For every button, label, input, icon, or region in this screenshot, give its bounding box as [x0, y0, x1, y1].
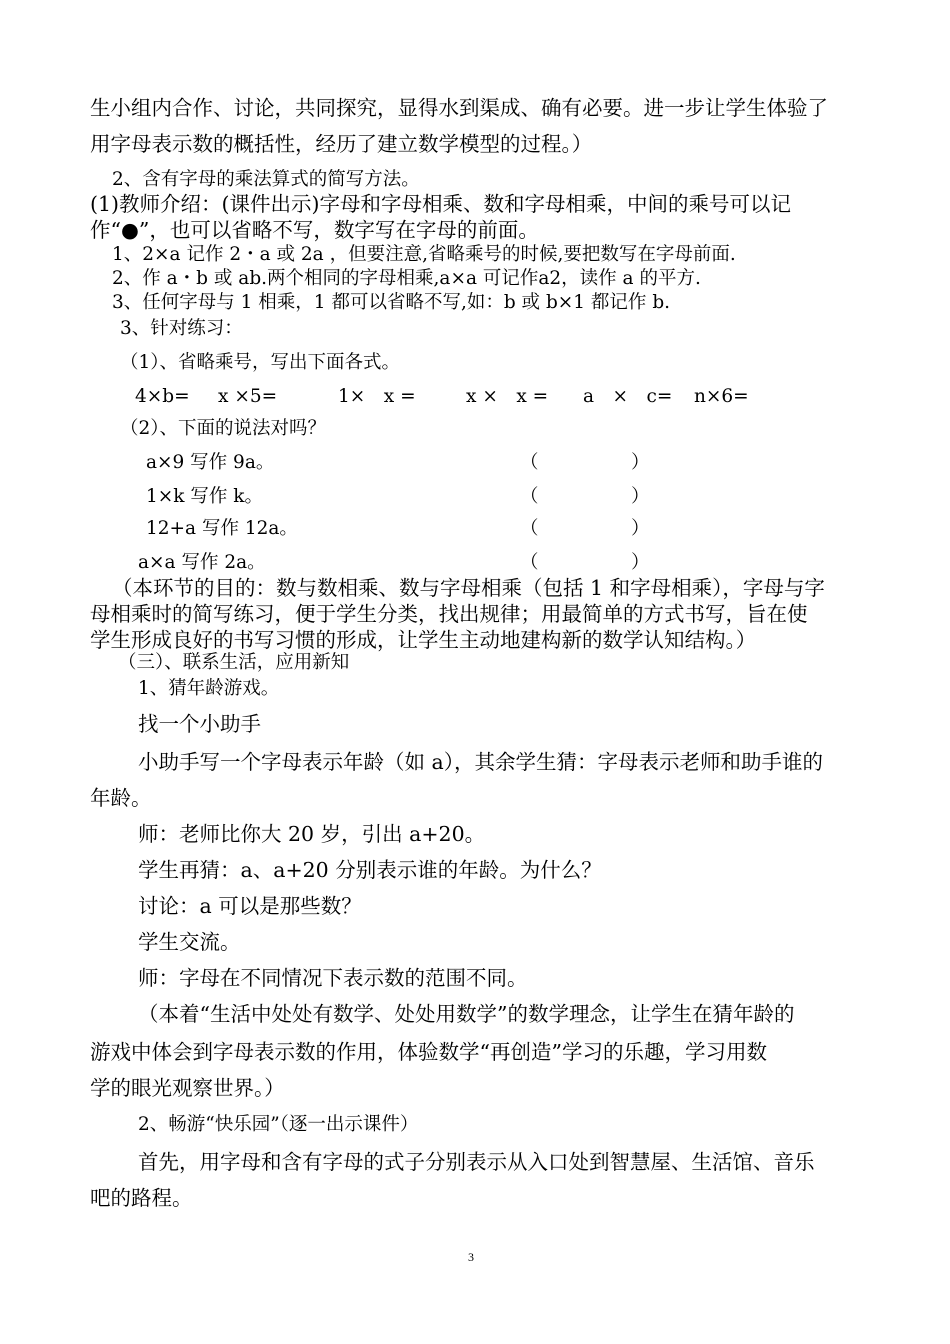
text-line: 首先，用字母和含有字母的式子分别表示从入口处到智慧屋、生活馆、音乐 — [138, 1150, 815, 1174]
rule-line: 1、2×a 记作 2・a 或 2a ，但要注意,省略乘号的时候,要把数写在字母前面. — [112, 244, 736, 265]
text-line: 学生再猜：a、a+20 分别表示谁的年龄。为什么？ — [138, 858, 602, 882]
judgement-statement: 12+a 写作 12a。 — [146, 518, 298, 539]
exercise-item: 4×b= — [135, 386, 190, 407]
text-line: （本着“生活中处处有数学、处处用数学”的数学理念，让学生在猜年龄的 — [138, 1002, 795, 1026]
text-line: 作“●”，也可以省略不写，数字写在字母的前面。 — [90, 218, 539, 242]
text-line: 吧的路程。 — [90, 1186, 193, 1210]
exercise-item: 1× x = — [338, 386, 416, 407]
text-line: 母相乘时的简写练习，便于学生分类，找出规律；用最简单的方式书写，旨在使 — [90, 602, 808, 626]
text-line: 讨论：a 可以是那些数？ — [138, 894, 362, 918]
judgement-statement: a×a 写作 2a。 — [138, 552, 266, 573]
answer-blank: （ ） — [520, 486, 650, 507]
exercise-heading: （1）、省略乘号，写出下面各式。 — [120, 352, 401, 373]
exercise-item: a × c= — [583, 386, 673, 407]
section-heading: 1、猜年龄游戏。 — [138, 678, 280, 699]
exercise-item: n×6= — [694, 386, 749, 407]
answer-blank: （ ） — [520, 452, 650, 473]
section-heading: 2、含有字母的乘法算式的简写方法。 — [112, 169, 420, 190]
text-line: 学生形成良好的书写习惯的形成，让学生主动地建构新的数学认知结构。） — [90, 628, 757, 652]
text-line: 学的眼光观察世界。） — [90, 1076, 285, 1100]
exercise-item: x ×5= — [218, 386, 278, 407]
section-heading: 2、畅游“快乐园”（逐一出示课件） — [138, 1114, 419, 1135]
text-line: 师：老师比你大 20 岁，引出 a+20。 — [138, 822, 486, 846]
rule-line: 3、任何字母与 1 相乘，1 都可以省略不写,如：b 或 b×1 都记作 b. — [112, 292, 671, 313]
section-heading: （三）、联系生活，应用新知 — [118, 652, 350, 673]
text-line: （本环节的目的：数与数相乘、数与字母相乘（包括 1 和字母相乘），字母与字 — [112, 576, 825, 600]
answer-blank: （ ） — [520, 552, 650, 573]
exercise-heading: （2）、下面的说法对吗？ — [120, 418, 327, 439]
text-line: 师：字母在不同情况下表示数的范围不同。 — [138, 966, 528, 990]
exercise-item: x × x = — [466, 386, 549, 407]
text-line: 游戏中体会到字母表示数的作用，体验数学“再创造”学习的乐趣，学习用数 — [90, 1040, 767, 1064]
text-line: 用字母表示数的概括性，经历了建立数学模型的过程。） — [90, 132, 593, 156]
page-number: 3 — [468, 1250, 474, 1264]
judgement-statement: a×9 写作 9a。 — [146, 452, 275, 473]
text-line: 小助手写一个字母表示年龄（如 a），其余学生猜：字母表示老师和助手谁的 — [138, 750, 823, 774]
text-line: 生小组内合作、讨论，共同探究，显得水到渠成、确有必要。进一步让学生体验了 — [90, 96, 828, 120]
text-line: 找一个小助手 — [138, 712, 261, 736]
text-line: 年龄。 — [90, 786, 152, 810]
rule-line: 2、作 a・b 或 ab.两个相同的字母相乘,a×a 可记作a2，读作 a 的平方. — [112, 268, 701, 289]
section-heading: 3、针对练习： — [120, 318, 243, 339]
text-line: (1)教师介绍：(课件出示)字母和字母相乘、数和字母相乘，中间的乘号可以记 — [90, 192, 792, 216]
answer-blank: （ ） — [520, 518, 650, 539]
judgement-statement: 1×k 写作 k。 — [146, 486, 263, 507]
text-line: 学生交流。 — [138, 930, 241, 954]
